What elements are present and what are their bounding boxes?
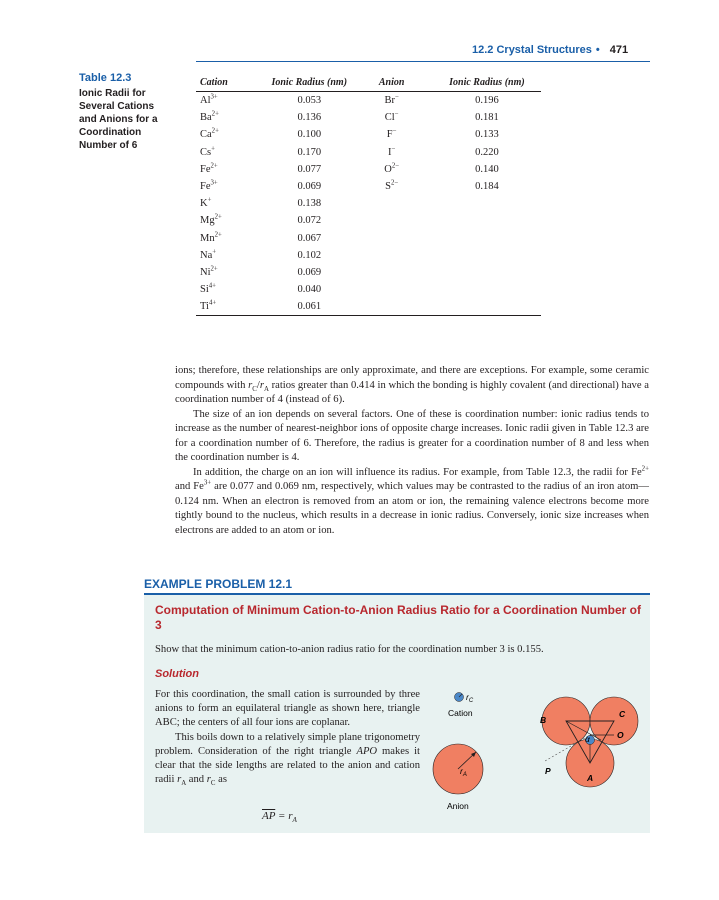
anion-radius-cell bbox=[433, 298, 541, 316]
anion-cell bbox=[350, 264, 432, 281]
table-caption bbox=[79, 72, 174, 152]
coordination-figure bbox=[425, 686, 650, 816]
table-row bbox=[196, 281, 541, 298]
cation-cell: $Ba^{2+}$ bbox=[200, 110, 219, 124]
anion-cell: Cl− bbox=[384, 110, 399, 124]
table-row bbox=[196, 92, 541, 110]
anion-cell bbox=[350, 281, 432, 298]
example-title: Computation of Minimum Cation-to-Anion Radius Ratio for a Coordination Number of 3 bbox=[155, 603, 641, 632]
ionic-radii-table bbox=[196, 77, 541, 316]
anion-cell: F− bbox=[386, 127, 397, 141]
anion-cell: Br− bbox=[384, 93, 399, 107]
cation-cell: K+ bbox=[200, 196, 212, 210]
anion-radius-cell: 0.133 bbox=[475, 129, 499, 141]
cation-cell: $Mn^{2+}$ bbox=[200, 231, 222, 244]
anion-radius-cell: 0.196 bbox=[475, 95, 499, 107]
table-row bbox=[196, 178, 541, 195]
solution-paragraph-2: This boils down to a relatively simple plane trigonometry problem. Consideration of the right triangle APO makes it clear that the side lengths are related to the anion and cation radii $r_A$ and $r_C$ as bbox=[155, 731, 420, 788]
anion-radius-cell bbox=[433, 264, 541, 281]
cation-radius-cell: 0.053 bbox=[297, 95, 322, 107]
point-p-label: P bbox=[545, 766, 551, 776]
col-header-anion: Anion bbox=[350, 77, 432, 92]
anion-cell bbox=[350, 230, 432, 247]
cation-cell: $Ca^{2+}$ bbox=[200, 127, 219, 141]
body-text bbox=[175, 364, 649, 538]
cation-radius-cell: 0.100 bbox=[297, 129, 322, 141]
col-header-cation: Cation bbox=[196, 77, 268, 92]
cation-radius-cell: 0.136 bbox=[297, 112, 322, 124]
header-rule bbox=[196, 61, 650, 62]
point-b-label: B bbox=[540, 715, 547, 725]
table-row bbox=[196, 126, 541, 143]
anion-radius-cell: 0.184 bbox=[475, 181, 499, 193]
solution-label: Solution bbox=[155, 668, 199, 680]
anion-radius-cell: 0.140 bbox=[475, 163, 499, 175]
cation-cell: Cs+ bbox=[200, 145, 215, 158]
table-label: Table 12.3 bbox=[79, 72, 132, 84]
col-header-cation-radius: Ionic Radius (nm) bbox=[268, 77, 350, 92]
cation-text-label: Cation bbox=[448, 708, 473, 718]
solution-text bbox=[155, 688, 420, 787]
table-row bbox=[196, 264, 541, 281]
table-body bbox=[196, 92, 541, 316]
table-row bbox=[196, 298, 541, 316]
cation-radius-cell: 0.102 bbox=[297, 249, 322, 261]
cation-cell: $Ti^{4+}$ bbox=[196, 298, 268, 316]
table-header-row bbox=[196, 77, 541, 92]
cation-cell: Na+ bbox=[200, 248, 217, 261]
col-header-anion-radius: Ionic Radius (nm) bbox=[433, 77, 541, 92]
table-row bbox=[196, 212, 541, 229]
cation-radius-cell: 0.170 bbox=[297, 146, 322, 158]
anion-radius-cell: 0.220 bbox=[475, 146, 499, 158]
page-number: 471 bbox=[609, 44, 629, 56]
anion-radius-cell: 0.181 bbox=[475, 112, 499, 124]
example-label: EXAMPLE PROBLEM 12.1 bbox=[144, 577, 293, 591]
cation-cell: $Si^{4+}$ bbox=[200, 282, 217, 296]
anion-radius-cell bbox=[433, 195, 541, 212]
anion-radius-cell bbox=[433, 212, 541, 229]
table-row bbox=[196, 247, 541, 264]
table-row bbox=[196, 161, 541, 178]
anion-text-label: Anion bbox=[447, 801, 469, 811]
point-c-label: C bbox=[619, 709, 626, 719]
table-description: Ionic Radii for Several Cations and Anions for a Coordination Number of 6 bbox=[79, 88, 158, 151]
running-header: 12.2 Crystal Structures • 471 bbox=[472, 44, 629, 56]
angle-label: α bbox=[585, 734, 590, 744]
point-o-label: O bbox=[617, 730, 624, 740]
anion-cell bbox=[350, 298, 432, 316]
table-row bbox=[196, 109, 541, 126]
cation-symbol-label: $r_C$ bbox=[466, 692, 474, 704]
cation-radius-cell: 0.061 bbox=[268, 298, 350, 316]
anion-cell: I− bbox=[387, 145, 396, 158]
anion-symbol-label: $r_A$ bbox=[460, 766, 467, 778]
cation-cell: $Fe^{3+}$ bbox=[200, 179, 218, 193]
cation-radius-cell: 0.069 bbox=[297, 181, 322, 193]
anion-cell bbox=[350, 212, 432, 229]
anion-cell bbox=[350, 195, 432, 212]
anion-cell bbox=[350, 247, 432, 264]
table-row bbox=[196, 195, 541, 212]
cation-cell: $Fe^{2+}$ bbox=[200, 162, 218, 175]
cation-radius-cell: 0.072 bbox=[297, 215, 322, 227]
paragraph-1: ions; therefore, these relationships are only approximate, and there are exceptions. For example, some ceramic compounds with $r_C/r_A$ ratios greater than 0.414 in which the bonding is highly covalent (and directional) have a coordination number of 4 (instead of 6). bbox=[175, 365, 649, 405]
anion-radius-cell bbox=[433, 281, 541, 298]
anion-cell: $S^{2-}$ bbox=[385, 179, 399, 193]
equation-ap: $\overline{AP} = r_A$ bbox=[262, 810, 297, 825]
cation-cell: $Mg^{2+}$ bbox=[200, 213, 222, 227]
anion-radius-cell bbox=[433, 230, 541, 247]
example-question: Show that the minimum cation-to-anion radius ratio for the coordination number 3 is 0.155. bbox=[155, 644, 544, 655]
cation-radius-cell: 0.138 bbox=[297, 198, 322, 210]
paragraph-3: In addition, the charge on an ion will influence its radius. For example, from Table 12.3, the radii for $Fe^{2+}$ and $Fe^{3+}$ are 0.077 and 0.069 nm, respectively, which values may be contrasted to the radius of an iron atom—0.124 nm. When an electron is removed from an atom or ion, the remaining valence electrons become more tightly bound to the nucleus, which results in a decrease in ionic radius. Conversely, ionic size increases when electrons are added to an atom or ion. bbox=[175, 464, 649, 536]
cation-radius-cell: 0.077 bbox=[297, 163, 322, 175]
point-a-label: A bbox=[587, 773, 594, 783]
table-row bbox=[196, 144, 541, 161]
paragraph-2: The size of an ion depends on several factors. One of these is coordination number: ionic radius tends to increase as the number of nearest-neighbor ions of opposite charge increases. Ionic radii given in Table 12.3 are for a coordination number of 6. Therefore, the radius is greater for a coordination number of 8 and less when the coordination number is 4. bbox=[175, 408, 649, 463]
cation-radius-cell: 0.040 bbox=[297, 284, 322, 296]
anion-cell: $O^{2-}$ bbox=[384, 162, 400, 175]
cation-cell: $Ni^{2+}$ bbox=[200, 265, 218, 278]
cation-radius-cell: 0.069 bbox=[297, 266, 322, 278]
cation-cell: $Al^{3+}$ bbox=[200, 93, 218, 107]
section-title: 12.2 Crystal Structures bbox=[472, 44, 592, 56]
cation-radius-cell: 0.067 bbox=[297, 232, 322, 244]
solution-paragraph-1: For this coordination, the small cation is surrounded by three anions to form an equilateral triangle as shown here, triangle ABC; the centers of all four ions are coplanar. bbox=[155, 689, 420, 729]
table-row bbox=[196, 230, 541, 247]
anion-radius-cell bbox=[433, 247, 541, 264]
